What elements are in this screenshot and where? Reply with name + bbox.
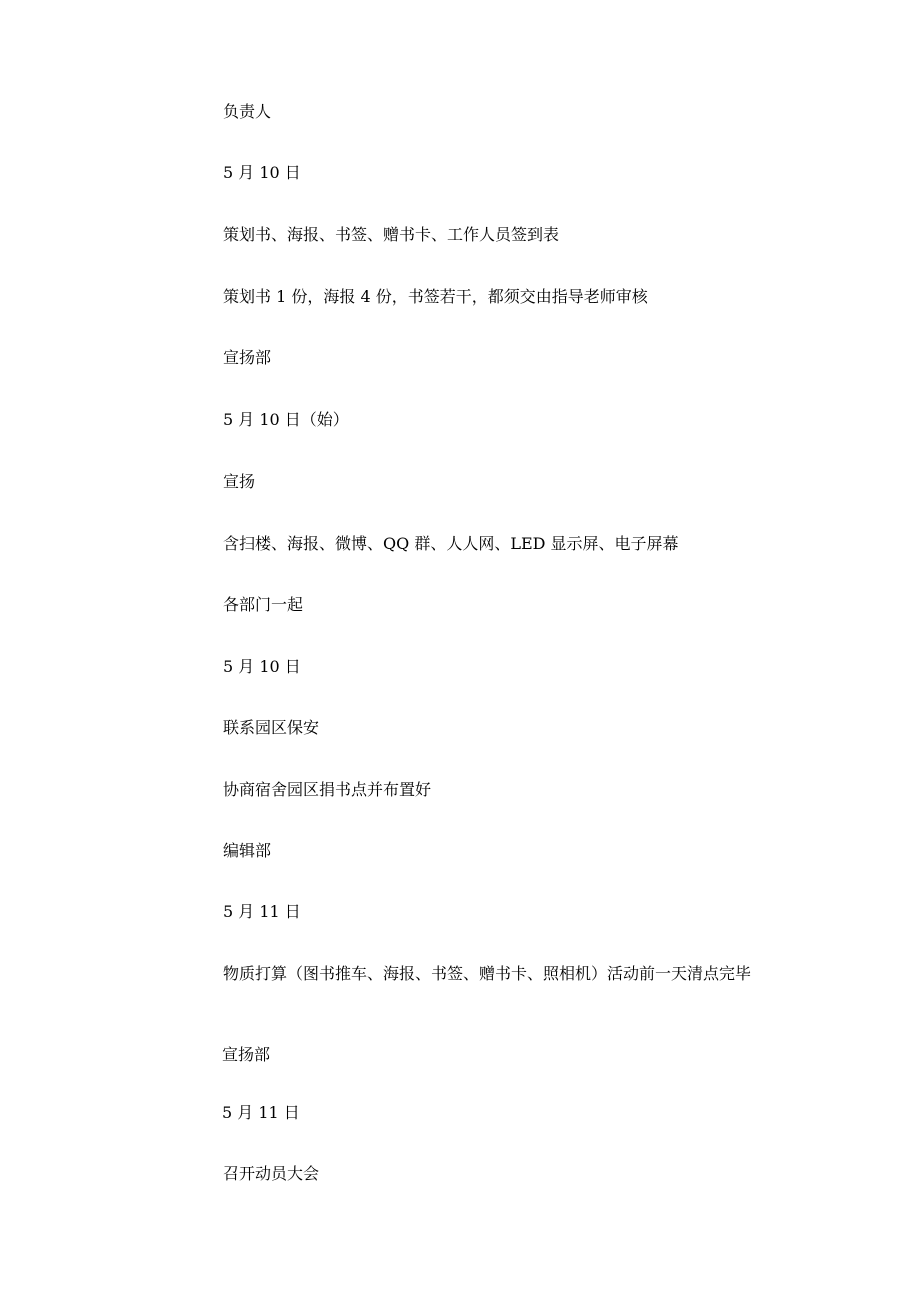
text-line-14: 5 月 11 日 — [223, 902, 301, 921]
text-line-2: 5 月 10 日 — [223, 163, 301, 182]
text-line-16: 宣扬部 — [222, 1045, 271, 1064]
text-line-7: 宣扬 — [223, 472, 256, 491]
text-line-15: 物质打算（图书推车、海报、书签、赠书卡、照相机）活动前一天清点完毕 — [223, 964, 752, 983]
text-line-10: 5 月 10 日 — [223, 657, 301, 676]
text-line-6: 5 月 10 日（始） — [223, 410, 349, 429]
text-line-8: 含扫楼、海报、微博、QQ 群、人人网、LED 显示屏、电子屏幕 — [223, 534, 679, 553]
text-line-9: 各部门一起 — [223, 595, 304, 614]
text-line-1: 负责人 — [223, 102, 272, 121]
text-line-11: 联系园区保安 — [223, 718, 320, 737]
text-line-17: 5 月 11 日 — [222, 1103, 300, 1122]
text-line-5: 宣扬部 — [223, 348, 272, 367]
text-line-13: 编辑部 — [223, 841, 272, 860]
text-line-4: 策划书 1 份，海报 4 份，书签若干，都须交由指导老师审核 — [223, 287, 648, 306]
text-line-3: 策划书、海报、书签、赠书卡、工作人员签到表 — [223, 225, 560, 244]
text-line-18: 召开动员大会 — [223, 1164, 320, 1183]
text-line-12: 协商宿舍园区捐书点并布置好 — [223, 780, 432, 799]
